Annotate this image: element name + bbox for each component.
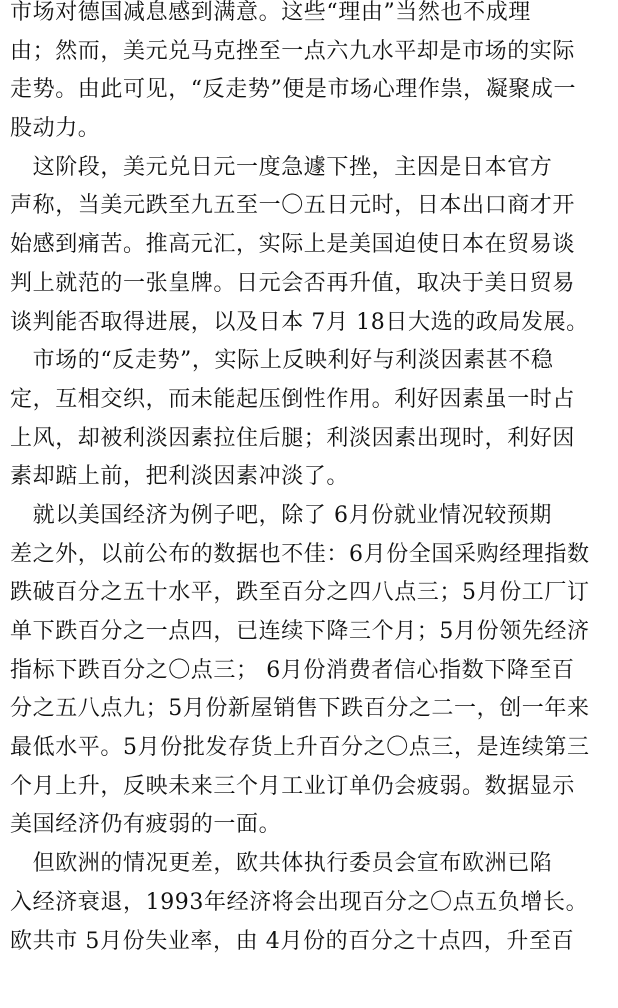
text-line: 跌破百分之五十水平，跌至百分之四八点三；5月份工厂订 [10, 580, 590, 606]
text-line: 走势。由此可见，“反走势”便是市场心理作祟，凝聚成一 [10, 77, 577, 103]
text-line: 美国经济仍有疲弱的一面。 [10, 812, 282, 838]
text-line: 最低水平。5月份批发存货上升百分之〇点三，是连续第三 [10, 735, 590, 761]
text-line: 就以美国经济为例子吧，除了 6月份就业情况较预期 [10, 502, 552, 528]
text-line: 市场对德国减息感到满意。这些“理由”当然也不成理 [10, 0, 531, 25]
text-line: 谈判能否取得进展，以及日本 7月 18日大选的政局发展。 [10, 309, 589, 335]
text-line: 始感到痛苦。推高元汇，实际上是美国迫使日本在贸易谈 [10, 232, 576, 258]
text-line: 定，互相交织，而未能起压倒性作用。利好因素虽一时占 [10, 386, 576, 412]
text-line: 分之五八点九；5月份新屋销售下跌百分之二一，创一年来 [10, 696, 590, 722]
text-line: 素却踮上前，把利淡因素冲淡了。 [10, 464, 350, 490]
text-line: 个月上升，反映未来三个月工业订单仍会疲弱。数据显示 [10, 773, 576, 799]
text-line: 指标下跌百分之〇点三； 6月份消费者信心指数下降至百 [10, 657, 575, 683]
text-line: 差之外，以前公布的数据也不佳：6月份全国采购经理指数 [10, 541, 590, 567]
text-line: 判上就范的一张皇牌。日元会否再升值，取决于美日贸易 [10, 270, 576, 296]
text-line: 欧共市 5月份失业率，由 4月份的百分之十点四，升至百 [10, 928, 575, 954]
text-line: 由；然而，美元兑马克挫至一点六九水平却是市场的实际 [10, 38, 576, 64]
text-line: 股动力。 [10, 116, 101, 142]
text-line: 单下跌百分之一点四，已连续下降三个月；5月份领先经济 [10, 619, 590, 644]
text-line: 声称，当美元跌至九五至一〇五日元时，日本出口商才开 [10, 193, 576, 219]
text-line: 上风，却被利淡因素拉住后腿；利淡因素出现时，利好因 [10, 425, 576, 451]
text-line: 市场的“反走势”，实际上反映利好与利淡因素甚不稳 [10, 348, 554, 374]
text-line: 这阶段，美元兑日元一度急遽下挫，主因是日本官方 [10, 154, 553, 180]
text-line: 但欧洲的情况更差，欧共体执行委员会宣布欧洲已陷 [10, 851, 553, 877]
text-line: 入经济衰退，1993年经济将会出现百分之〇点五负增长。 [10, 889, 589, 915]
